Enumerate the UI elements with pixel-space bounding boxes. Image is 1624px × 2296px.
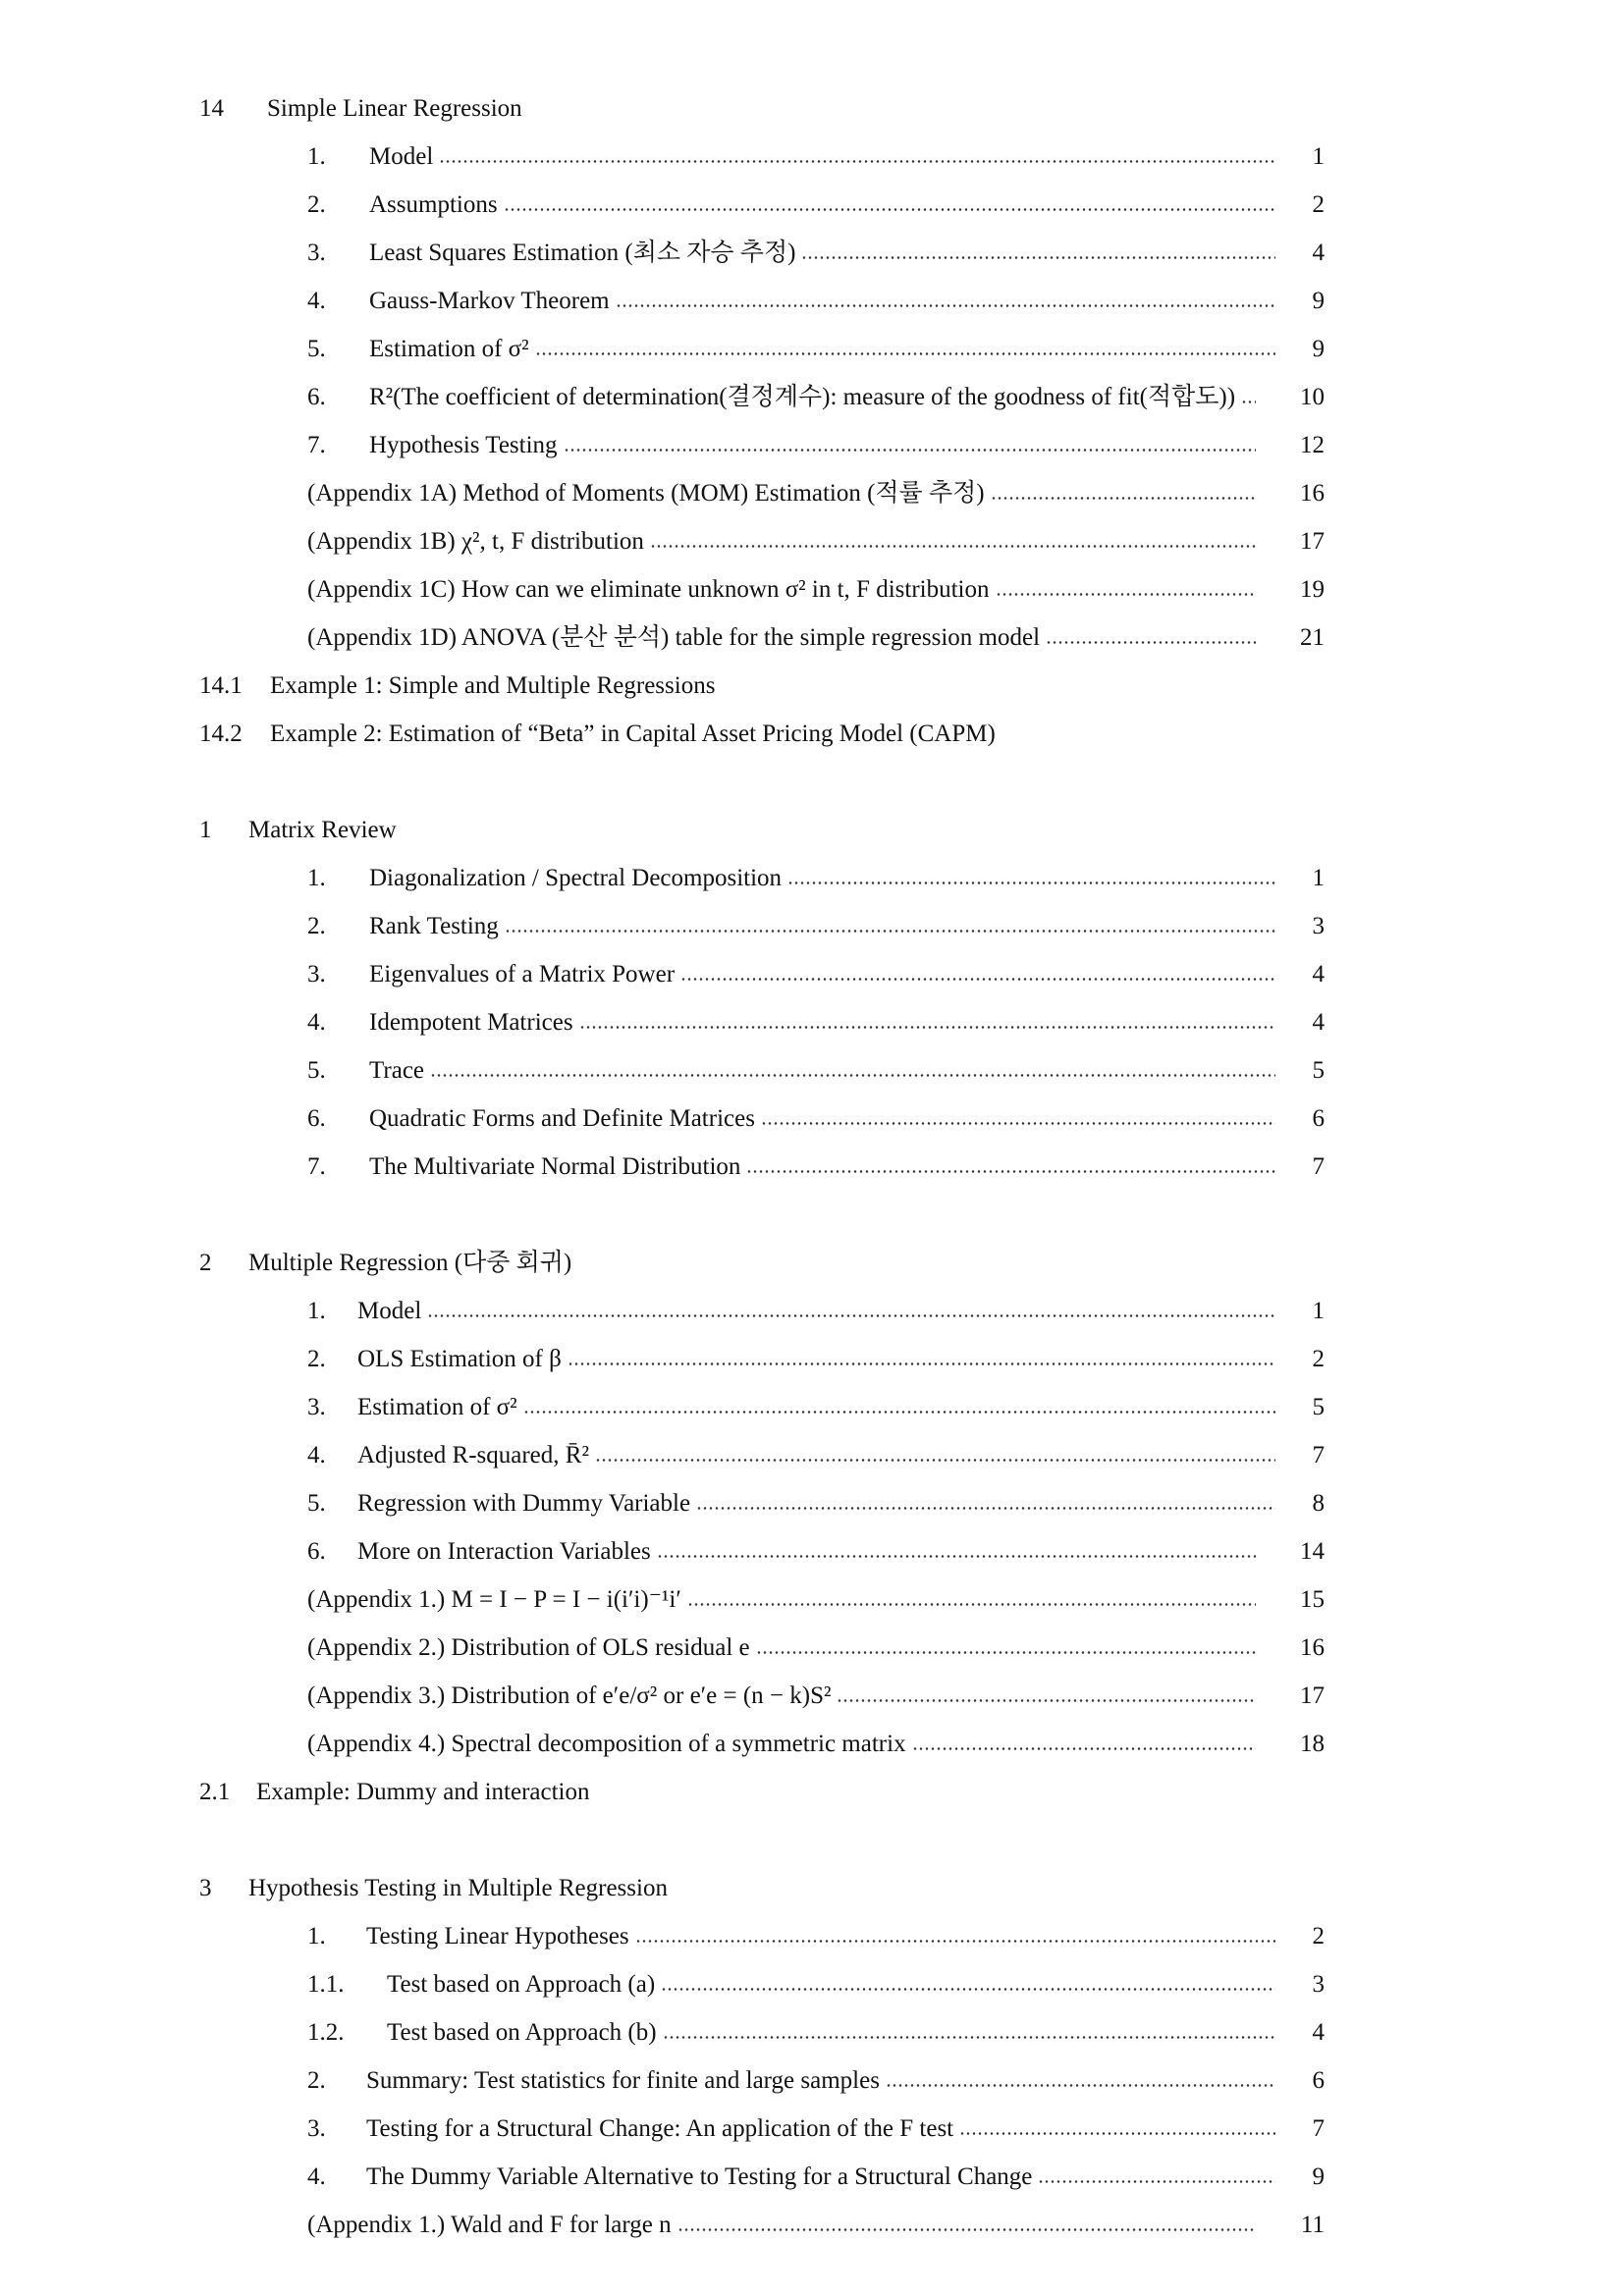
table-of-contents <box>0 84 1624 2249</box>
blank-line <box>0 758 1624 806</box>
entry-leader <box>357 1335 1285 1383</box>
entry-title: Test based on Approach (a) <box>387 1971 656 1998</box>
dot-leader <box>746 1170 1275 1173</box>
entry-leader <box>357 1527 1266 1575</box>
dot-leader <box>1046 641 1256 644</box>
section-title: Matrix Review <box>248 817 397 843</box>
toc-entry[interactable] <box>0 2056 1624 2105</box>
entry-number: 4. <box>307 2163 326 2190</box>
toc-entry[interactable] <box>0 1527 1624 1575</box>
toc-entry[interactable] <box>0 1479 1624 1527</box>
entry-title: (Appendix 1.) Wald and F for large n <box>307 2212 672 2238</box>
section-title: Hypothesis Testing in Multiple Regression <box>248 1875 668 1901</box>
blank-line <box>0 1191 1624 1239</box>
entry-number: 5. <box>307 1057 326 1084</box>
subsection-heading[interactable] <box>0 710 1624 758</box>
toc-entry[interactable] <box>0 181 1624 229</box>
entry-title: (Appendix 1D) ANOVA (분산 분석) table for the simple regression model <box>307 624 1041 651</box>
page-number: 7 <box>1312 1153 1325 1180</box>
dot-leader <box>523 1411 1275 1414</box>
subsection-number: 14.2 <box>199 721 243 747</box>
entry-title: Model <box>357 1298 422 1324</box>
entry-leader <box>357 1383 1285 1431</box>
dot-leader <box>616 304 1275 307</box>
subsection-heading[interactable] <box>0 662 1624 710</box>
subsection-title: Example 2: Estimation of “Beta” in Capital Asset Pricing Model (CAPM) <box>270 721 996 747</box>
entry-number: 5. <box>307 1490 326 1517</box>
toc-entry[interactable] <box>0 1335 1624 1383</box>
entry-number: 1. <box>307 1298 326 1324</box>
section-title: Multiple Regression (다중 회귀) <box>248 1250 572 1276</box>
section-heading[interactable] <box>0 806 1624 854</box>
entry-title: Diagonalization / Spectral Decomposition <box>369 865 783 891</box>
entry-leader <box>369 373 1266 421</box>
entry-leader <box>369 854 1285 902</box>
page-number: 11 <box>1300 2212 1325 2238</box>
entry-leader <box>369 133 1285 181</box>
dot-leader <box>1241 400 1256 403</box>
toc-entry[interactable] <box>0 1287 1624 1335</box>
entry-leader <box>387 1960 1285 2008</box>
entry-number: 1. <box>307 1923 326 1949</box>
section-number: 3 <box>199 1875 212 1901</box>
entry-title: (Appendix 4.) Spectral decomposition of a symmetric matrix <box>307 1731 906 1757</box>
entry-number: 6. <box>307 1105 326 1132</box>
entry-leader <box>369 1143 1285 1191</box>
dot-leader <box>886 2084 1275 2087</box>
page-number: 15 <box>1300 1586 1325 1613</box>
entry-title: Testing Linear Hypotheses <box>366 1923 629 1949</box>
entry-leader <box>369 181 1285 229</box>
page-number: 9 <box>1312 288 1325 314</box>
dot-leader <box>650 545 1256 548</box>
dot-leader <box>677 2228 1256 2231</box>
page-number: 1 <box>1312 143 1325 170</box>
page-number: 2 <box>1312 191 1325 218</box>
entry-title: Gauss-Markov Theorem <box>369 288 610 314</box>
entry-number: 2. <box>307 191 326 218</box>
toc-entry[interactable] <box>0 2105 1624 2153</box>
entry-number: 3. <box>307 240 326 266</box>
toc-entry[interactable] <box>0 1720 1624 1768</box>
toc-entry[interactable] <box>0 229 1624 277</box>
dot-leader <box>696 1507 1275 1510</box>
entry-number: 7. <box>307 1153 326 1180</box>
entry-leader <box>307 1624 1266 1672</box>
toc-entry[interactable] <box>0 2153 1624 2201</box>
dot-leader <box>756 1651 1256 1654</box>
entry-leader <box>366 1912 1285 1960</box>
entry-leader <box>369 998 1285 1046</box>
entry-leader <box>357 1287 1285 1335</box>
entry-title: Quadratic Forms and Definite Matrices <box>369 1105 755 1132</box>
page-number: 3 <box>1312 1971 1325 1998</box>
section-title: Simple Linear Regression <box>267 95 522 122</box>
entry-number: 6. <box>307 1538 326 1565</box>
subsection-title: Example: Dummy and interaction <box>256 1779 590 1805</box>
entry-number: 3. <box>307 2115 326 2142</box>
entry-leader <box>369 950 1285 998</box>
toc-entry[interactable] <box>0 854 1624 902</box>
toc-entry[interactable] <box>0 998 1624 1046</box>
entry-title: Testing for a Structural Change: An application of the F test <box>366 2115 954 2142</box>
dot-leader <box>680 978 1275 981</box>
page-number: 17 <box>1300 528 1325 555</box>
section-heading[interactable] <box>0 84 1624 133</box>
entry-leader <box>366 2105 1285 2153</box>
page-number: 4 <box>1312 1009 1325 1036</box>
entry-title: Test based on Approach (b) <box>387 2019 657 2046</box>
entry-title: Summary: Test statistics for finite and large samples <box>366 2067 880 2094</box>
page-number: 3 <box>1312 913 1325 939</box>
entry-title: (Appendix 2.) Distribution of OLS residual e <box>307 1634 750 1661</box>
entry-leader <box>369 325 1285 373</box>
subsection-heading[interactable] <box>0 1768 1624 1816</box>
entry-title: Adjusted R-squared, R̄² <box>357 1442 589 1468</box>
section-heading[interactable] <box>0 1239 1624 1287</box>
entry-title: The Multivariate Normal Distribution <box>369 1153 741 1180</box>
entry-title: Least Squares Estimation (최소 자승 추정) <box>369 240 796 266</box>
dot-leader <box>657 1555 1256 1558</box>
section-number: 2 <box>199 1250 212 1276</box>
entry-leader <box>369 277 1285 325</box>
dot-leader <box>959 2132 1275 2135</box>
toc-entry[interactable] <box>0 517 1624 565</box>
toc-entry[interactable] <box>0 325 1624 373</box>
page-number: 7 <box>1312 1442 1325 1468</box>
dot-leader <box>564 449 1256 452</box>
entry-number: 2. <box>307 1346 326 1372</box>
entry-title: Hypothesis Testing <box>369 432 558 458</box>
dot-leader <box>505 930 1275 933</box>
entry-number: 4. <box>307 1442 326 1468</box>
dot-leader <box>787 881 1275 884</box>
page-number: 21 <box>1300 624 1325 651</box>
dot-leader <box>1038 2180 1275 2183</box>
dot-leader <box>504 208 1275 211</box>
entry-title: Trace <box>369 1057 425 1084</box>
toc-entry[interactable] <box>0 1095 1624 1143</box>
entry-leader <box>307 1720 1266 1768</box>
page-number: 18 <box>1300 1731 1325 1757</box>
entry-leader <box>307 565 1266 614</box>
entry-title: (Appendix 1.) M = I − P = I − i(i′i)⁻¹i′ <box>307 1586 681 1613</box>
entry-leader <box>366 2153 1285 2201</box>
entry-number: 7. <box>307 432 326 458</box>
dot-leader <box>837 1699 1256 1702</box>
entry-number: 3. <box>307 1394 326 1420</box>
entry-title: More on Interaction Variables <box>357 1538 651 1565</box>
dot-leader <box>912 1747 1256 1750</box>
entry-leader <box>369 1046 1285 1095</box>
page-number: 2 <box>1312 1923 1325 1949</box>
page-number: 2 <box>1312 1346 1325 1372</box>
page-number: 12 <box>1300 432 1325 458</box>
page-number: 8 <box>1312 1490 1325 1517</box>
toc-entry[interactable] <box>0 902 1624 950</box>
page-number: 5 <box>1312 1394 1325 1420</box>
page-number: 16 <box>1300 1634 1325 1661</box>
toc-entry[interactable] <box>0 1383 1624 1431</box>
entry-number: 4. <box>307 288 326 314</box>
toc-entry[interactable] <box>0 277 1624 325</box>
entry-leader <box>366 2056 1285 2105</box>
toc-entry[interactable] <box>0 950 1624 998</box>
entry-leader <box>369 229 1285 277</box>
dot-leader <box>579 1026 1275 1029</box>
dot-leader <box>661 1988 1275 1991</box>
page-number: 17 <box>1300 1682 1325 1709</box>
page-number: 7 <box>1312 2115 1325 2142</box>
toc-entry[interactable] <box>0 1912 1624 1960</box>
blank-line <box>0 1816 1624 1864</box>
dot-leader <box>761 1122 1275 1125</box>
entry-title: (Appendix 1A) Method of Moments (MOM) Estimation (적률 추정) <box>307 480 985 507</box>
entry-number: 2. <box>307 2067 326 2094</box>
subsection-number: 2.1 <box>199 1779 231 1805</box>
subsection-title: Example 1: Simple and Multiple Regressions <box>270 672 716 699</box>
entry-number: 3. <box>307 961 326 988</box>
page-number: 6 <box>1312 2067 1325 2094</box>
entry-title: Rank Testing <box>369 913 499 939</box>
toc-entry[interactable] <box>0 1431 1624 1479</box>
toc-entry[interactable] <box>0 1624 1624 1672</box>
toc-entry[interactable] <box>0 1143 1624 1191</box>
entry-leader <box>369 421 1266 469</box>
dot-leader <box>801 256 1275 259</box>
entry-title: The Dummy Variable Alternative to Testing for a Structural Change <box>366 2163 1033 2190</box>
toc-entry[interactable] <box>0 2008 1624 2056</box>
dot-leader <box>430 1074 1275 1077</box>
page-number: 4 <box>1312 2019 1325 2046</box>
entry-leader <box>307 614 1266 662</box>
entry-title: R²(The coefficient of determination(결정계수): measure of the goodness of fit(적합도)) <box>369 384 1236 410</box>
entry-title: Estimation of σ² <box>369 336 529 362</box>
page-number: 16 <box>1300 480 1325 507</box>
toc-entry[interactable] <box>0 421 1624 469</box>
entry-number: 1.2. <box>307 2019 345 2046</box>
section-number: 1 <box>199 817 212 843</box>
entry-leader <box>307 1672 1266 1720</box>
dot-leader <box>595 1459 1275 1462</box>
dot-leader <box>535 352 1275 355</box>
toc-entry[interactable] <box>0 373 1624 421</box>
entry-number: 4. <box>307 1009 326 1036</box>
page-number: 1 <box>1312 865 1325 891</box>
dot-leader <box>439 160 1275 163</box>
toc-entry[interactable] <box>0 1960 1624 2008</box>
entry-leader <box>387 2008 1285 2056</box>
toc-entry[interactable] <box>0 614 1624 662</box>
entry-number: 1.1. <box>307 1971 345 1998</box>
entry-title: OLS Estimation of β <box>357 1346 562 1372</box>
entry-title: Assumptions <box>369 191 498 218</box>
toc-entry[interactable] <box>0 1672 1624 1720</box>
entry-title: Regression with Dummy Variable <box>357 1490 691 1517</box>
page-number: 19 <box>1300 576 1325 603</box>
dot-leader <box>991 497 1256 500</box>
section-heading[interactable] <box>0 1864 1624 1912</box>
entry-leader <box>307 1575 1266 1624</box>
entry-title: Idempotent Matrices <box>369 1009 573 1036</box>
entry-title: (Appendix 1B) χ², t, F distribution <box>307 528 644 555</box>
page-number: 6 <box>1312 1105 1325 1132</box>
entry-title: Estimation of σ² <box>357 1394 517 1420</box>
dot-leader <box>568 1362 1275 1365</box>
entry-number: 6. <box>307 384 326 410</box>
page-number: 5 <box>1312 1057 1325 1084</box>
entry-title: (Appendix 1C) How can we eliminate unknown σ² in t, F distribution <box>307 576 990 603</box>
dot-leader <box>663 2036 1275 2039</box>
entry-title: Model <box>369 143 434 170</box>
page-number: 14 <box>1300 1538 1325 1565</box>
subsection-number: 14.1 <box>199 672 243 699</box>
entry-number: 1. <box>307 865 326 891</box>
entry-leader <box>307 2201 1266 2249</box>
toc-entry[interactable] <box>0 1046 1624 1095</box>
entry-leader <box>369 1095 1285 1143</box>
entry-leader <box>357 1431 1285 1479</box>
entry-number: 1. <box>307 143 326 170</box>
toc-entry[interactable] <box>0 1575 1624 1624</box>
page-number: 1 <box>1312 1298 1325 1324</box>
page-number: 10 <box>1300 384 1325 410</box>
entry-title: Eigenvalues of a Matrix Power <box>369 961 676 988</box>
entry-leader <box>307 469 1266 517</box>
entry-title: (Appendix 3.) Distribution of e′e/σ² or e′e = (n − k)S² <box>307 1682 832 1709</box>
section-number: 14 <box>199 95 224 122</box>
toc-entry[interactable] <box>0 2201 1624 2249</box>
entry-leader <box>307 517 1266 565</box>
entry-number: 5. <box>307 336 326 362</box>
page-number: 9 <box>1312 2163 1325 2190</box>
page-number: 9 <box>1312 336 1325 362</box>
entry-leader <box>369 902 1285 950</box>
dot-leader <box>687 1603 1256 1606</box>
toc-entry[interactable] <box>0 469 1624 517</box>
dot-leader <box>996 593 1257 596</box>
dot-leader <box>635 1940 1275 1943</box>
dot-leader <box>427 1314 1275 1317</box>
entry-leader <box>357 1479 1285 1527</box>
entry-number: 2. <box>307 913 326 939</box>
page-number: 4 <box>1312 240 1325 266</box>
toc-entry[interactable] <box>0 565 1624 614</box>
toc-entry[interactable] <box>0 133 1624 181</box>
page-number: 4 <box>1312 961 1325 988</box>
